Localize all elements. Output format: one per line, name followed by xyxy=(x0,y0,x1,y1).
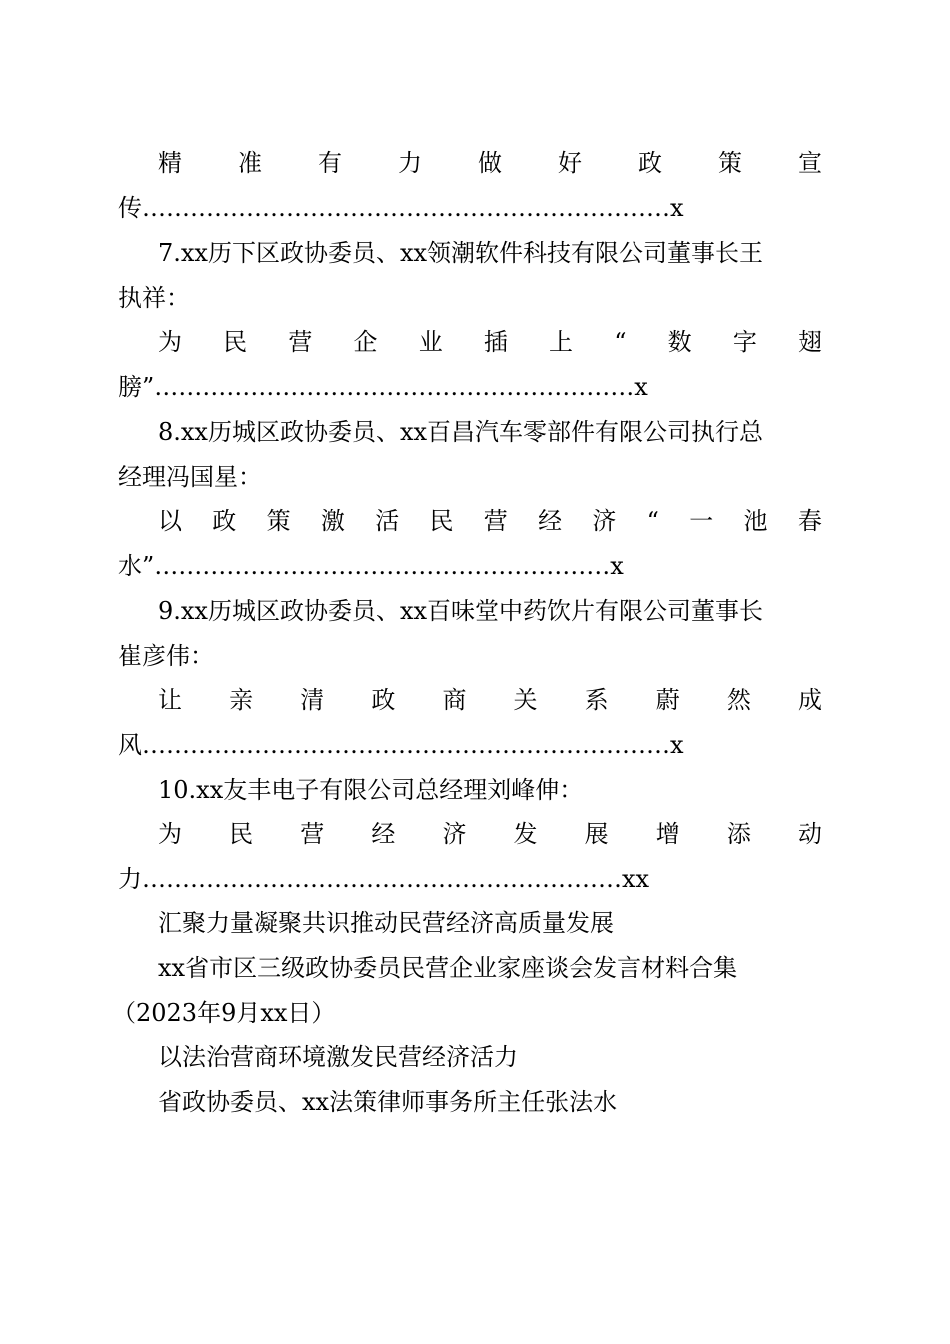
toc-speaker-line-cont: 经理冯国星： xyxy=(118,463,262,491)
toc-leader-dots: ………………………………………………………… xyxy=(142,194,670,222)
toc-speaker-line: 7.xx历下区政协委员、xx领潮软件科技有限公司董事长王 xyxy=(158,239,764,267)
title-char: 企 xyxy=(353,328,378,356)
toc-page-number: x xyxy=(670,194,684,222)
title-char: 关 xyxy=(513,686,538,714)
toc-page-number: x xyxy=(670,731,684,759)
toc-title-continuation xyxy=(118,725,822,765)
toc-leader-dots: …………………………………………………… xyxy=(142,865,622,893)
title-char: 让 xyxy=(158,686,182,714)
title-char: 成 xyxy=(797,686,822,714)
toc-title-tail: 传 xyxy=(118,194,142,222)
title-char: 济 xyxy=(592,507,617,535)
title-char: 清 xyxy=(300,686,325,714)
toc-title-row xyxy=(158,501,822,541)
toc-title-tail: 风 xyxy=(118,731,142,759)
title-char: 济 xyxy=(442,820,467,848)
title-char: 系 xyxy=(584,686,609,714)
title-char: 策 xyxy=(718,149,742,177)
toc-title-tail: 水” xyxy=(118,552,155,580)
title-char: 春 xyxy=(797,507,822,535)
title-char: 政 xyxy=(371,686,396,714)
title-char: 翅 xyxy=(798,328,822,356)
title-char: 营 xyxy=(288,328,313,356)
title-char: 业 xyxy=(418,328,443,356)
title-char: 激 xyxy=(320,507,345,535)
title-char: 展 xyxy=(584,820,609,848)
title-char: 宣 xyxy=(798,149,822,177)
toc-title-continuation xyxy=(118,188,822,228)
toc-title-row xyxy=(158,814,822,854)
title-char: 为 xyxy=(158,820,182,848)
title-char: 发 xyxy=(513,820,538,848)
title-char: 有 xyxy=(318,149,342,177)
toc-title-continuation xyxy=(118,546,822,586)
title-char: 力 xyxy=(398,149,422,177)
title-char: 营 xyxy=(300,820,325,848)
toc-page-number: xx xyxy=(622,865,650,893)
title-char: 精 xyxy=(158,149,182,177)
title-char: 准 xyxy=(238,149,262,177)
title-char: 好 xyxy=(558,149,582,177)
toc-speaker-line-cont: 崔彦伟： xyxy=(118,642,214,670)
toc-title-row xyxy=(158,680,822,720)
title-char: 增 xyxy=(655,820,680,848)
title-char: 经 xyxy=(538,507,563,535)
toc-title-continuation xyxy=(118,859,822,899)
title-char: 插 xyxy=(483,328,508,356)
toc-speaker-line: 9.xx历城区政协委员、xx百味堂中药饮片有限公司董事长 xyxy=(158,597,764,625)
title-char: “ xyxy=(646,507,659,535)
toc-speaker-line: 10.xx友丰电子有限公司总经理刘峰伸： xyxy=(158,776,584,804)
title-char: 为 xyxy=(158,328,182,356)
title-char: 商 xyxy=(442,686,467,714)
title-char: “ xyxy=(614,328,627,356)
toc-title-row xyxy=(158,322,822,362)
title-char: 以 xyxy=(158,507,182,535)
title-char: 政 xyxy=(638,149,662,177)
title-char: 活 xyxy=(375,507,400,535)
collection-title: xx省市区三级政协委员民营企业家座谈会发言材料合集 xyxy=(158,954,738,982)
toc-leader-dots: ………………………………………………… xyxy=(154,552,611,580)
title-char: 策 xyxy=(266,507,291,535)
title-char: 亲 xyxy=(229,686,254,714)
toc-leader-dots: …………………………………………………… xyxy=(154,373,635,401)
toc-title-row xyxy=(158,143,822,183)
title-char: 数 xyxy=(667,328,692,356)
title-char: 政 xyxy=(212,507,237,535)
title-char: 民 xyxy=(229,820,254,848)
toc-title-continuation xyxy=(118,367,822,407)
section-heading: 汇聚力量凝聚共识推动民营经济高质量发展 xyxy=(158,909,614,937)
title-char: 民 xyxy=(429,507,454,535)
toc-title-tail: 膀” xyxy=(118,373,155,401)
first-speech-speaker: 省政协委员、xx法策律师事务所主任张法水 xyxy=(158,1088,618,1116)
title-char: 然 xyxy=(726,686,751,714)
toc-page-number: x xyxy=(610,552,624,580)
toc-leader-dots: ………………………………………………………… xyxy=(142,731,670,759)
title-char: 经 xyxy=(371,820,396,848)
title-char: 做 xyxy=(478,149,502,177)
toc-speaker-line: 8.xx历城区政协委员、xx百昌汽车零部件有限公司执行总 xyxy=(158,418,764,446)
title-char: 上 xyxy=(549,328,574,356)
title-char: 添 xyxy=(726,820,751,848)
toc-page-number: x xyxy=(634,373,648,401)
title-char: 营 xyxy=(483,507,508,535)
title-char: 蔚 xyxy=(655,686,680,714)
toc-title-tail: 力 xyxy=(118,865,142,893)
title-char: 字 xyxy=(732,328,757,356)
collection-date: （2023年9月xx日） xyxy=(112,999,336,1027)
title-char: 民 xyxy=(223,328,248,356)
title-char: 池 xyxy=(743,507,768,535)
title-char: 动 xyxy=(797,820,822,848)
title-char: 一 xyxy=(689,507,714,535)
first-speech-title: 以法治营商环境激发民营经济活力 xyxy=(158,1043,518,1071)
toc-speaker-line-cont: 执祥： xyxy=(118,284,190,312)
